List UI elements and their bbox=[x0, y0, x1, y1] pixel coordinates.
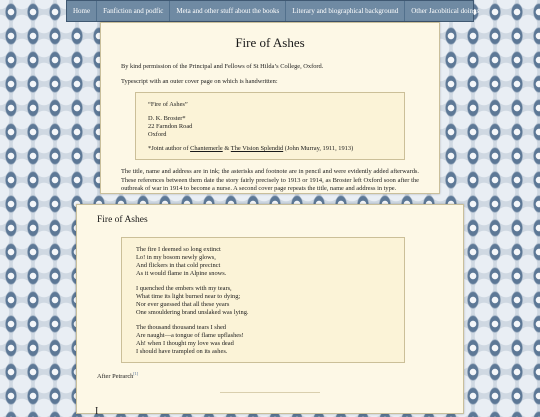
poem-line: The thousand thousand tears I shed bbox=[136, 324, 226, 331]
after-petrarch: After Petrarch[1] bbox=[97, 371, 139, 381]
top-nav bbox=[66, 0, 480, 22]
poem-line: And flickers in that cold precinct bbox=[136, 262, 221, 269]
page-title: Fire of Ashes bbox=[235, 35, 305, 50]
cover-title: “Fire of Ashes” bbox=[148, 101, 188, 108]
poem-line: I quenched the embers with my tears, bbox=[136, 285, 232, 292]
nav-literary-background[interactable]: Literary and biographical background bbox=[286, 1, 405, 21]
book-vision-splendid: The Vision Splendid bbox=[230, 145, 284, 152]
poem-line: One smouldering brand unslaked was lying. bbox=[136, 309, 249, 316]
next-heading-glyph: I bbox=[95, 406, 99, 417]
cover-footnote: *Joint author of Chantemerle & The Vision Splendid (John Murray, 1911, 1913) bbox=[148, 145, 354, 152]
poem-line: I should have trampled on its ashes. bbox=[136, 348, 228, 355]
nav-fanfiction[interactable]: Fanfiction and podfic bbox=[97, 1, 170, 21]
poem-box bbox=[121, 237, 405, 363]
poem-line: The fire I deemed so long extinct bbox=[136, 246, 221, 253]
poem-line: As it would flame in Alpine snows. bbox=[136, 270, 227, 277]
footnote-ref-link[interactable]: [1] bbox=[133, 371, 139, 376]
description-text: The title, name and address are in ink; the asterisks and footnote are in pencil and were evidently added afterwards. These references between them date the story fairly precisely to 1913 or 1914, as Broster left Oxford soon after the outbreak of war in 1914 to become a nurse. A second cover page repeats the title, name and address in type. bbox=[121, 168, 419, 192]
intro-panel bbox=[100, 22, 440, 194]
nav-jacobitical[interactable]: Other Jacobitical doings bbox=[411, 7, 480, 15]
poem-line: Lo! in my bosom newly glows, bbox=[136, 254, 216, 261]
section-title: Fire of Ashes bbox=[97, 215, 148, 225]
nav-home[interactable]: Home bbox=[67, 1, 97, 21]
cover-page-box bbox=[135, 92, 405, 160]
poem-line: What time its light burned near to dying; bbox=[136, 293, 241, 300]
poem-line: Are naught—a tongue of flame upflashes! bbox=[136, 332, 244, 339]
cover-address-2: Oxford bbox=[148, 131, 167, 138]
cover-address-1: 22 Farndon Road bbox=[148, 123, 193, 130]
book-chantemerle: Chantemerle bbox=[190, 145, 223, 152]
poem-line: Ah! when I thought my love was dead bbox=[136, 340, 234, 347]
permission-text: By kind permission of the Principal and Fellows of St Hilda’s College, Oxford. bbox=[121, 63, 324, 70]
poem-panel bbox=[76, 204, 464, 417]
section-divider bbox=[220, 392, 320, 393]
nav-meta[interactable]: Meta and other stuff about the books bbox=[170, 1, 286, 21]
typescript-note: Typescript with an outer cover page on which is handwritten: bbox=[121, 77, 278, 85]
cover-author: D. K. Broster* bbox=[148, 115, 186, 122]
poem-line: Nor ever guessed that all these years bbox=[136, 301, 230, 308]
